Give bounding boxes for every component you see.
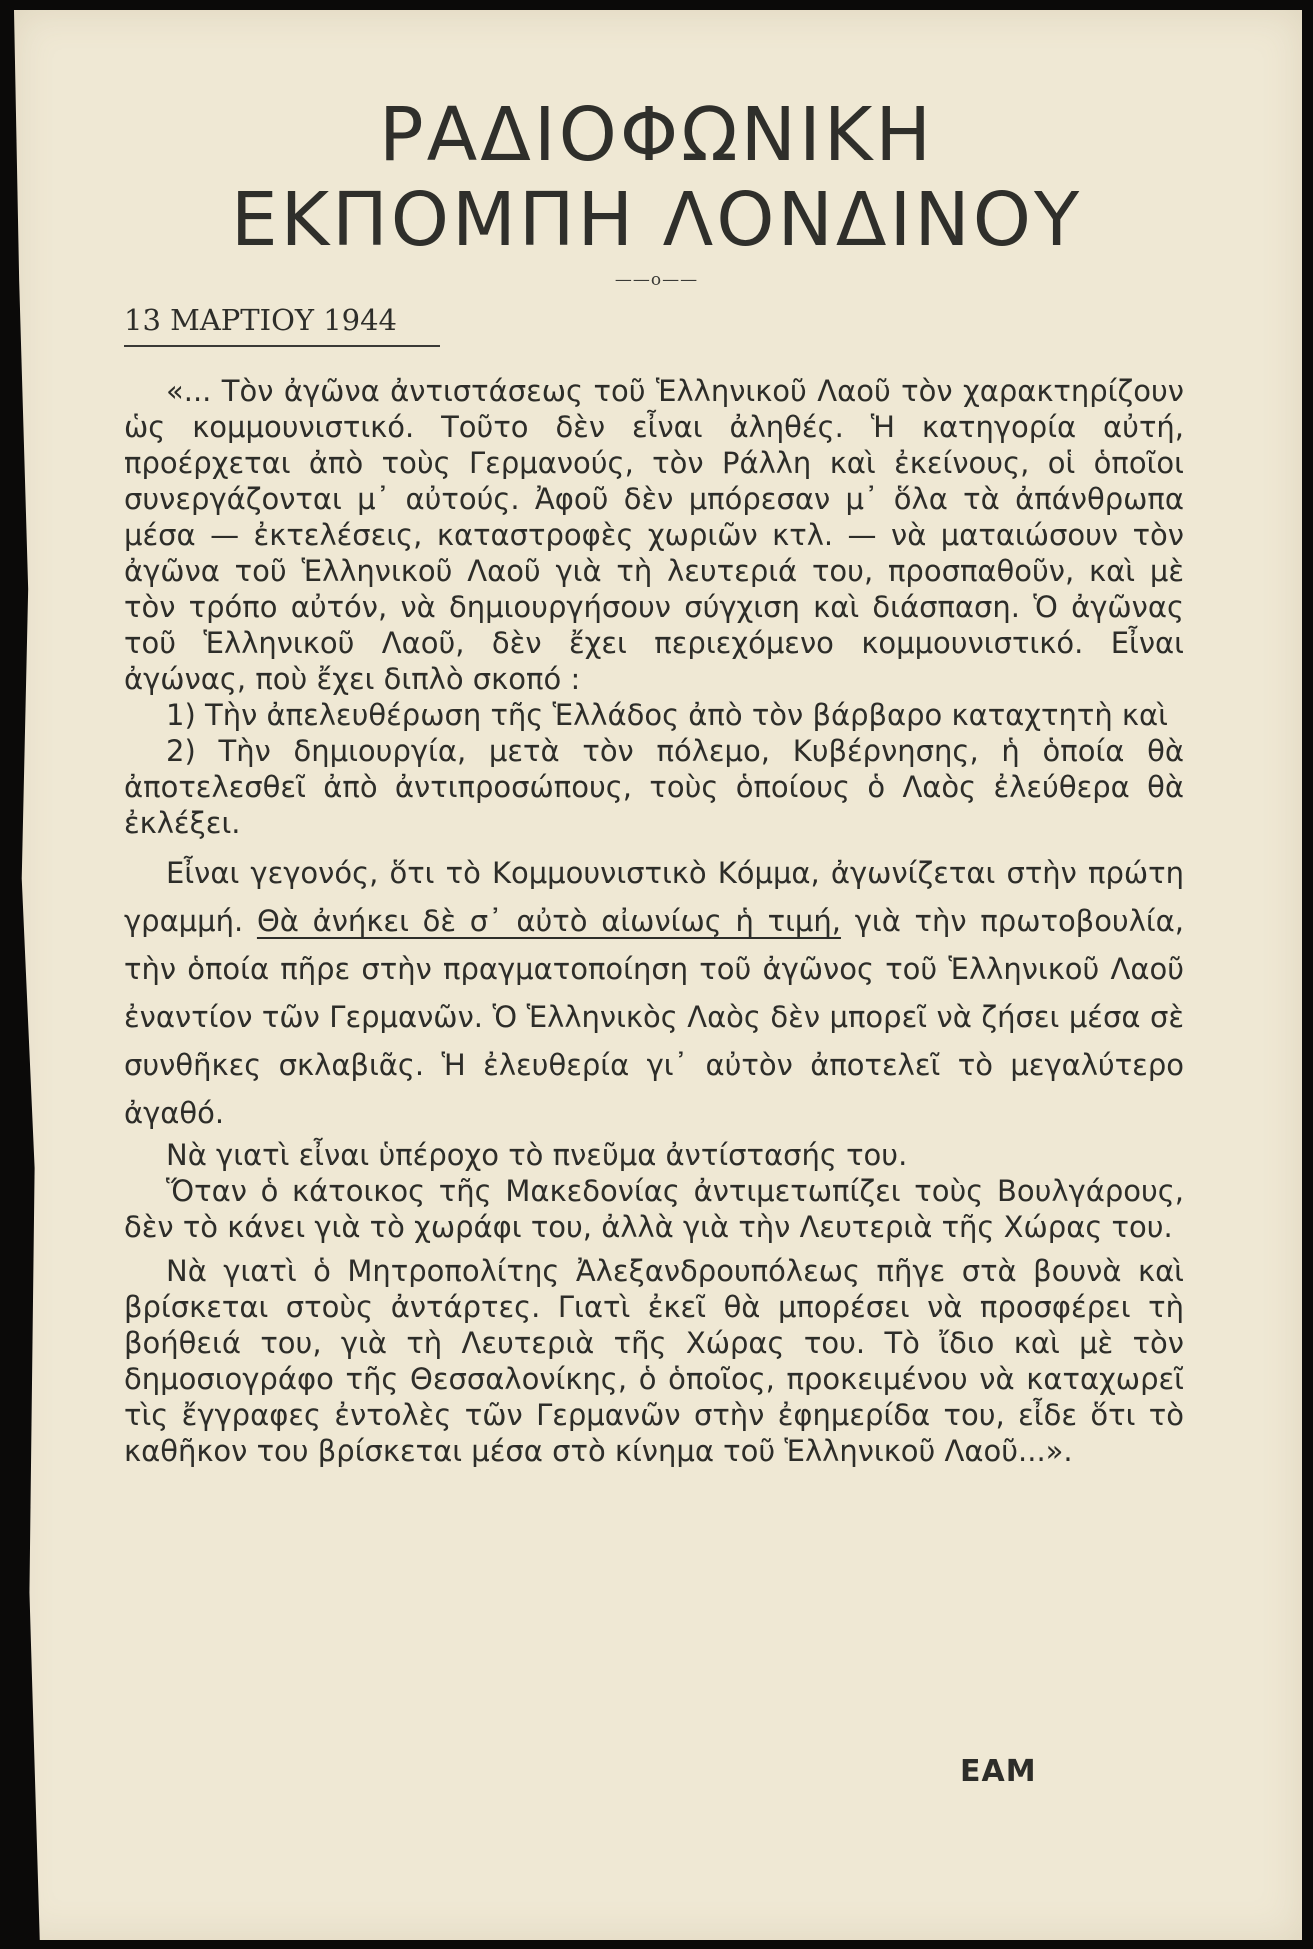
article-body: [124, 373, 1184, 1469]
paragraph-goal-1: 1) Τὴν ἀπελευθέρωση τῆς Ἑλλάδος ἀπὸ τὸν βάρβαρο καταχτητὴ καὶ: [166, 698, 1168, 732]
paragraph-spirit: Νὰ γιατὶ εἶναι ὑπέροχο τὸ πνεῦμα ἀντίστασής του.: [166, 1138, 908, 1172]
signature-eam: ΕΑΜ: [960, 1754, 1037, 1789]
communist-party-sentence: Εἶναι γεγονός, ὅτι τὸ Κομμουνιστικὸ Κόμμα, ἀγωνίζεται στὴν πρώτη γραμμή.: [124, 856, 1184, 938]
title-line-1: ΡΑΔΙΟΦΩΝΙΚΗ: [378, 92, 935, 178]
paragraph-intro: «... Τὸν ἀγῶνα ἀντιστάσεως τοῦ Ἑλληνικοῦ Λαοῦ τὸν χαρακτηρίζουν ὡς κομμουνιστικό. Τοῦτο δὲν εἶναι ἀληθές. Ἡ κατηγορία αὐτή, προέρχεται ἀπὸ τοὺς Γερμανούς, τὸν Ράλλη καὶ ἐκείνους, οἱ ὁποῖοι συνεργάζονται μ᾽ αὐτούς. Ἀφοῦ δὲν μπόρεσαν μ᾽ ὅλα τὰ ἀπάνθρωπα μέσα — ἐκτελέσεις, καταστροφὲς χωριῶν κτλ. — νὰ ματαιώσουν τὸν ἀγῶνα τοῦ Ἑλληνικοῦ Λαοῦ γιὰ τὴ λευτεριά του, προσπαθοῦν, καὶ μὲ τὸν τρόπο αὐτόν, νὰ δημιουργήσουν σύγχιση καὶ διάσπαση. Ὁ ἀγῶνας τοῦ Ἑλληνικοῦ Λαοῦ, δὲν ἔχει περιεχόμενο κομμουνιστικό. Εἶναι ἀγώνας, ποὺ ἔχει διπλὸ σκοπό :: [124, 374, 1184, 696]
underlined-honor-statement: Θὰ ἀνήκει δὲ σ᾽ αὐτὸ αἰωνίως ἡ τιμή,: [256, 904, 841, 938]
paragraph-metropolitan: Νὰ γιατὶ ὁ Μητροπολίτης Ἀλεξανδρουπόλεως πῆγε στὰ βουνὰ καὶ βρίσκεται στοὺς ἀντάρτες. Γιατὶ ἐκεῖ θὰ μπορέσει νὰ προσφέρει τὴ βοήθειά του, γιὰ τὴ Λευτεριὰ τῆς Χώρας του. Τὸ ἴδιο καὶ μὲ τὸν δημοσιογράφο τῆς Θεσσαλονίκης, ὁ ὁποῖος, προκειμένου νὰ καταχωρεῖ τὶς ἔγγραφες ἐντολὲς τῶν Γερμανῶν στὴν ἐφημερίδα του, εἶδε ὅτι τὸ καθῆκον του βρίσκεται μέσα στὸ κίνημα τοῦ Ἑλληνικοῦ Λαοῦ...».: [124, 1254, 1184, 1468]
title-line-2: ΕΚΠΟΜΠΗ ΛΟΝΔΙΝΟΥ: [230, 177, 1083, 263]
broadcast-date: 13 ΜΑΡΤΙΟΥ 1944: [124, 303, 440, 347]
communist-party-continuation: γιὰ τὴν πρωτοβουλία, τὴν ὁποία πῆρε στὴν πραγματοποίηση τοῦ ἀγῶνος τοῦ Ἑλληνικοῦ Λαοῦ ἐναντίον τῶν Γερμανῶν. Ὁ Ἑλληνικὸς Λαὸς δὲν μπορεῖ νὰ ζήσει μέσα σὲ συνθῆκες σκλαβιᾶς. Ἡ ἐλευθερία γι᾽ αὐτὸν ἀποτελεῖ τὸ μεγαλύτερο ἀγαθό.: [124, 904, 1185, 1130]
title-separator: ——o——: [614, 270, 699, 290]
paragraph-goal-2: 2) Τὴν δημιουργία, μετὰ τὸν πόλεμο, Κυβέρνησης, ἡ ὁποία θὰ ἀποτελεσθεῖ ἀπὸ ἀντιπροσώπους, τοὺς ὁποίους ὁ Λαὸς ἐλεύθερα θὰ ἐκλέξει.: [124, 734, 1184, 840]
paragraph-communist-party: [124, 849, 1184, 1137]
paragraph-macedonia: Ὅταν ὁ κάτοικος τῆς Μακεδονίας ἀντιμετωπίζει τοὺς Βουλγάρους, δὲν τὸ κάνει γιὰ τὸ χωράφι του, ἀλλὰ γιὰ τὴν Λευτεριὰ τῆς Χώρας του.: [124, 1174, 1184, 1244]
